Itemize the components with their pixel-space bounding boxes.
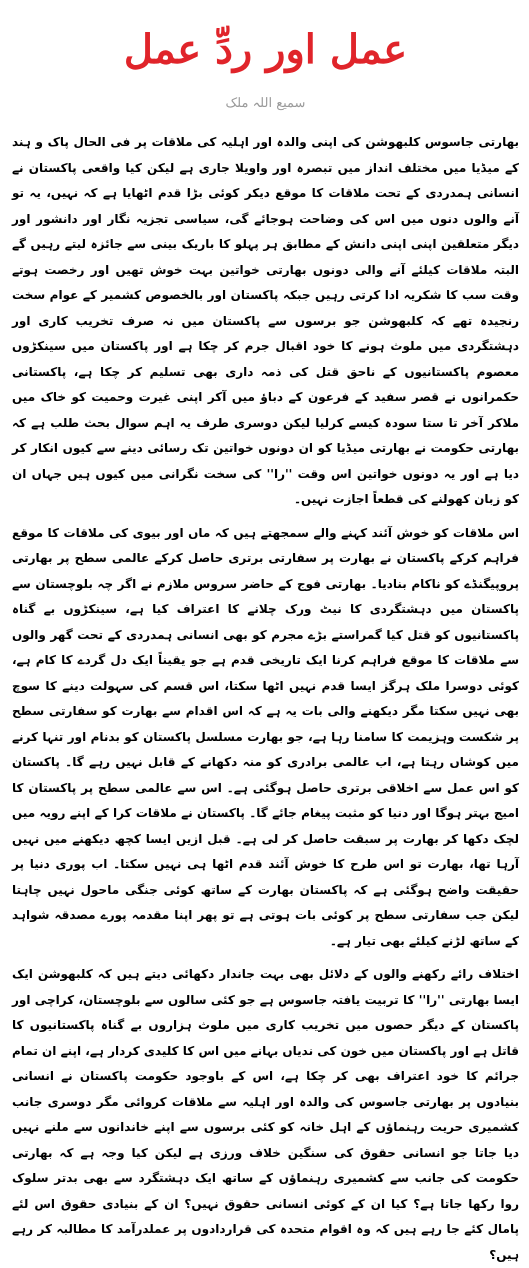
article-paragraph-1: بھارتی جاسوس کلبھوشن کی اپنی والدہ اور اہلیہ کی ملاقات پر فی الحال پاک و ہند کے میڈیا میں مختلف انداز میں تبصرہ اور واویلا جاری ہے لیکن کیا واقعی پاکستان نے انسانی ہمدردی کے تحت ملاقات کا موقع دیکر کوئی بڑا قدم اٹھایا ہے کہ نہیں، یہ تو آنے والوں دنوں میں اس کی وضاحت ہوجائے گی، سیاسی تجزیہ نگار اور دانشور اور دیگر متعلقین اپنی اپنی دانش کے مطابق ہر پہلو کا باریک بینی سے جائزہ لیتے رہیں گے البتہ ملاقات کیلئے آنے والی دونوں بھارتی خواتین بہت خوش تھیں اور رخصت ہوتے وقت سب کا شکریہ ادا کرتی رہیں جبکہ پاکستان اور بالخصوص کشمیر کے عوام سخت رنجیدہ تھے کہ کلبھوشن جو برسوں سے پاکستان میں نہ صرف تخریب کاری اور دہشتگردی میں ملوث ہونے کا خود اقبال جرم کر چکا ہے اور پاکستان میں سینکڑوں معصوم پاکستانیوں کے ناحق قتل کی ذمہ داری بھی تسلیم کر چکا ہے، پاکستانی حکمرانوں نے قصر سفید کے فرعون کے دباؤ میں آکر اپنی غیرت وحمیت کو خاک میں ملاکر آخر تا ستا سودہ کیسے کرلیا لیکن دوسری طرف یہ اہم سوال بحث طلب ہے کہ بھارتی حکومت نے بھارتی میڈیا کو ان دونوں خواتین تک رسائی دینے سے کیوں انکار کر دیا ہے اور یہ دونوں خواتین اس وقت ''را'' کی سخت نگرانی میں کیوں ہیں جہاں ان کو زبان کھولنے کی قطعاً اجازت نہیں۔ <box>12 135 519 506</box>
article-body <box>12 130 519 1268</box>
article-paragraph-2: اس ملاقات کو خوش آئند کہنے والے سمجھتے ہیں کہ ماں اور بیوی کی ملاقات کا موقع فراہم کرکے پاکستان نے بھارت پر سفارتی برتری حاصل کرکے عالمی سطح پر بھارتی پروپیگنڈے کو ناکام بنادیا۔ بھارتی فوج کے حاضر سروس ملازم نے اگر چہ بلوچستان سے پاکستان میں دہشتگردی کا نیٹ ورک چلانے کا اعتراف کیا ہے، سینکڑوں بے گناہ پاکستانیوں کو قتل کیا گمراستے بڑے مجرم کو بھی انسانی ہمدردی کے تحت گھر والوں سے ملاقات کا موقع فراہم کرنا ایک تاریخی قدم ہے جو یقیناً ایک دل گردے کا کام ہے، کوئی دوسرا ملک ہرگز ایسا قدم نہیں اٹھا سکتا، اس قسم کی سہولت دینے کا سوچ بھی نہیں سکتا مگر دیکھنے والی بات یہ ہے کہ اس اقدام سے بھارت کو سفارتی سطح پر شکست وہزیمت کا سامنا رہا ہے، جو بھارت مسلسل پاکستان کو بدنام اور تنہا کرنے میں کوشاں رہتا ہے، اب عالمی برادری کو منہ دکھانے کے قابل نہیں رہے گا۔ پاکستان کو اس عمل سے اخلاقی برتری حاصل ہوگئی ہے۔ اس سے عالمی سطح پر پاکستان کا امیج بہتر ہوگا اور دنیا کو مثبت پیغام جائے گا۔ پاکستان نے ملاقات کرا کے اپنے رویہ میں لچک دکھا کر بھارت پر سبقت حاصل کر لی ہے۔ قبل ازیں ایسا کچھ دیکھنے میں نہیں آرہا تھا، بھارت تو اس طرح کا خوش آئند قدم اٹھا ہی نہیں سکتا۔ اب پوری دنیا پر حقیقت واضح ہوگئی ہے کہ پاکستان بھارت کے ساتھ کوئی جنگی ماحول نہیں چاہتا لیکن جب سفارتی سطح پر کوئی بات ہوتی ہے تو پھر اپنا مقدمہ پورے مصدقہ شواہد کے ساتھ لڑنے کیلئے بھی تیار ہے۔ <box>12 525 519 948</box>
article-paragraph-3: اختلاف رائے رکھنے والوں کے دلائل بھی بہت جاندار دکھائی دیتے ہیں کہ کلبھوشن ایک ایسا بھارتی ''را'' کا تربیت یافتہ جاسوس ہے جو کئی سالوں سے بلوچستان، کراچی اور پاکستان کے دیگر حصوں میں تخریب کاری میں ملوث ہزاروں بے گناہ پاکستانیوں کا قاتل ہے اور پاکستان میں خون کی ندیاں بہانے میں اس کا کلیدی کردار ہے، اپنے ان تمام جرائم کا خود اعتراف بھی کر چکا ہے، اس کے باوجود حکومت پاکستان نے انسانی بنیادوں پر بھارتی جاسوس کی والدہ اور اہلیہ سے ملاقات کروائی مگر دوسری جانب کشمیری حریت رہنماؤں کے اہل خانہ کو کئی برسوں سے اپنے خاندانوں سے ملنے نہیں دیا جاتا جو انسانی حقوق کی سنگین خلاف ورزی ہے لیکن کیا وجہ ہے کہ بھارتی حکومت کی جانب سے کشمیری رہنماؤں کے ساتھ ایک دہشتگرد سے بھی بدتر سلوک روا رکھا جاتا ہے؟ کیا ان کے کوئی انسانی حقوق نہیں؟ ان کے بنیادی حقوق اس لئے پامال کئے جا رہے ہیں کہ وہ اقوام متحدہ کی قراردادوں پر عملدرآمد کا مطالبہ کر رہے ہیں؟ <box>12 967 519 1262</box>
article-title: عمل اور ردِّ عمل <box>123 26 408 73</box>
article-author: سمیع اللہ ملک <box>225 96 306 111</box>
